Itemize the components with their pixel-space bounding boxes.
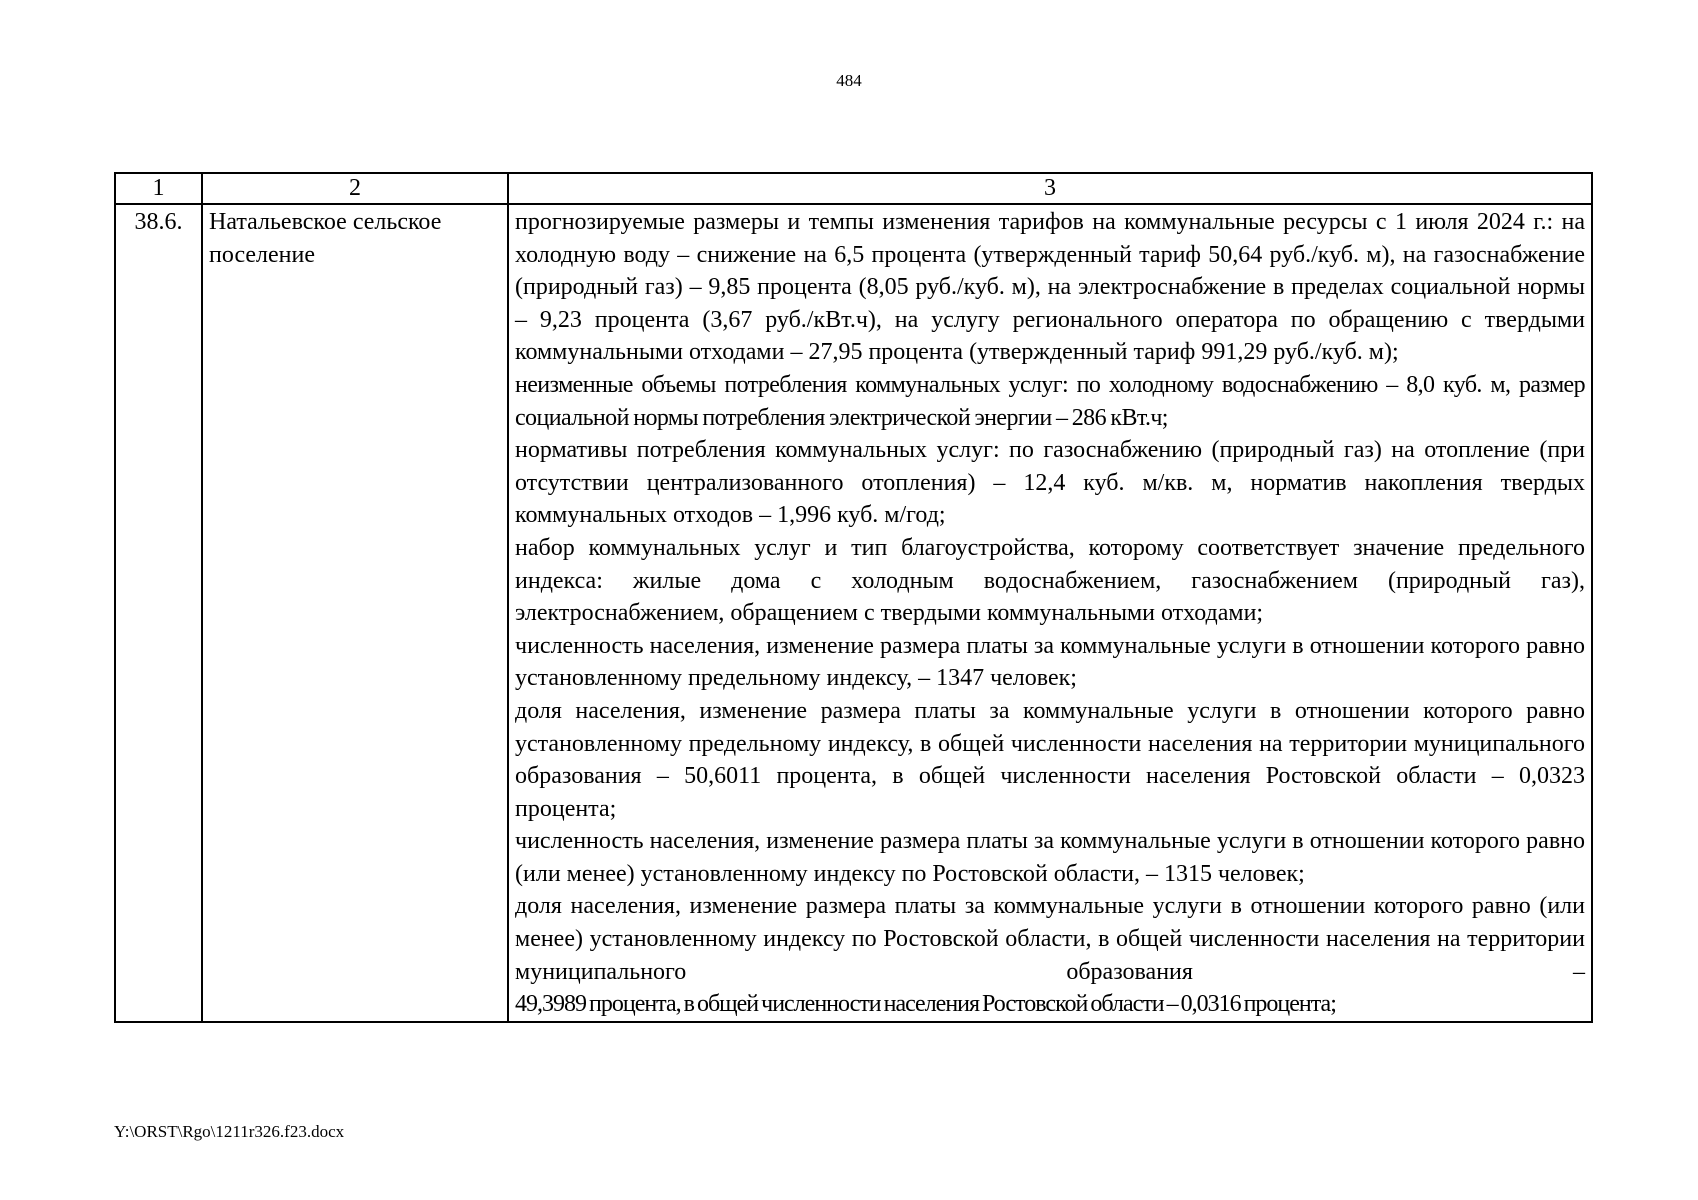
paragraph-population-equal-index: численность населения, изменение размера платы за коммунальные услуги в отношении которого равно установленному предельному индексу, – 1347 человек; <box>515 632 1585 692</box>
paragraph-service-set: набор коммунальных услуг и тип благоустройства, которому соответствует значение предельного индекса: жилые дома с холодным водоснабжением, газоснабжением (природный газ), электроснабжением, обращением с твердыми коммунальными отходами; <box>515 534 1585 627</box>
paragraph-consumption-norms: нормативы потребления коммунальных услуг: по газоснабжению (природный газ) на отопление (при отсутствии централизованного отопления) – 12,4 куб. м/кв. м, норматив накопления твердых коммунальных отходов – 1,996 куб. м/год; <box>515 437 1585 529</box>
column-header-2: 2 <box>202 173 508 204</box>
paragraph-share-equal-index: доля населения, изменение размера платы за коммунальные услуги в отношении которого равно установленному предельному индексу, в общей численности населения на территории муниципального образования – 50,6011 процента, в общей численности населения Ростовской области – 0,0323 процента; <box>515 697 1585 822</box>
column-header-1: 1 <box>115 173 202 204</box>
row-number: 38.6. <box>115 204 202 1022</box>
tariff-table <box>114 172 1593 1023</box>
column-header-3: 3 <box>508 173 1592 204</box>
paragraph-tariff-forecast: прогнозируемые размеры и темпы изменения тарифов на коммунальные ресурсы с 1 июля 2024 г.: на холодную воду – снижение на 6,5 процента (утвержденный тариф 50,64 руб./куб. м), на газоснабжение (природный газ) – 9,85 процента (8,05 руб./куб. м), на электроснабжение в пределах социальной нормы – 9,23 процента (3,67 руб./кВт.ч), на услугу регионального оператора по обращению с твердыми коммунальными отходами – 27,95 процента (утвержденный тариф 991,29 руб./куб. м); <box>515 209 1585 366</box>
paragraph-population-less-index: численность населения, изменение размера платы за коммунальные услуги в отношении которого равно (или менее) установленному индексу по Ростовской области, – 1315 человек; <box>515 828 1585 887</box>
paragraph-share-less-index: доля населения, изменение размера платы за коммунальные услуги в отношении которого равно (или менее) установленному индексу по Ростовской области, в общей численности населения на территории муниципального образования – <box>515 893 1585 985</box>
settlement-name: Натальевское сельское поселение <box>202 204 508 1022</box>
paragraph-consumption-volumes: неизменные объемы потребления коммунальных услуг: по холодному водоснабжению – 8,0 куб. м, размер социальной нормы потребления электрической энергии – 286 кВт.ч; <box>515 371 1585 431</box>
page-number: 484 <box>836 71 862 90</box>
paragraph-share-less-index-continued: 49,3989 процента, в общей численности населения Ростовской области – 0,0316 процента; <box>515 991 1336 1018</box>
table-header-row <box>115 173 1592 204</box>
row-description <box>508 204 1592 1022</box>
table-row <box>115 204 1592 1022</box>
footer-file-path: Y:\ORST\Rgo\1211r326.f23.docx <box>114 1122 345 1141</box>
